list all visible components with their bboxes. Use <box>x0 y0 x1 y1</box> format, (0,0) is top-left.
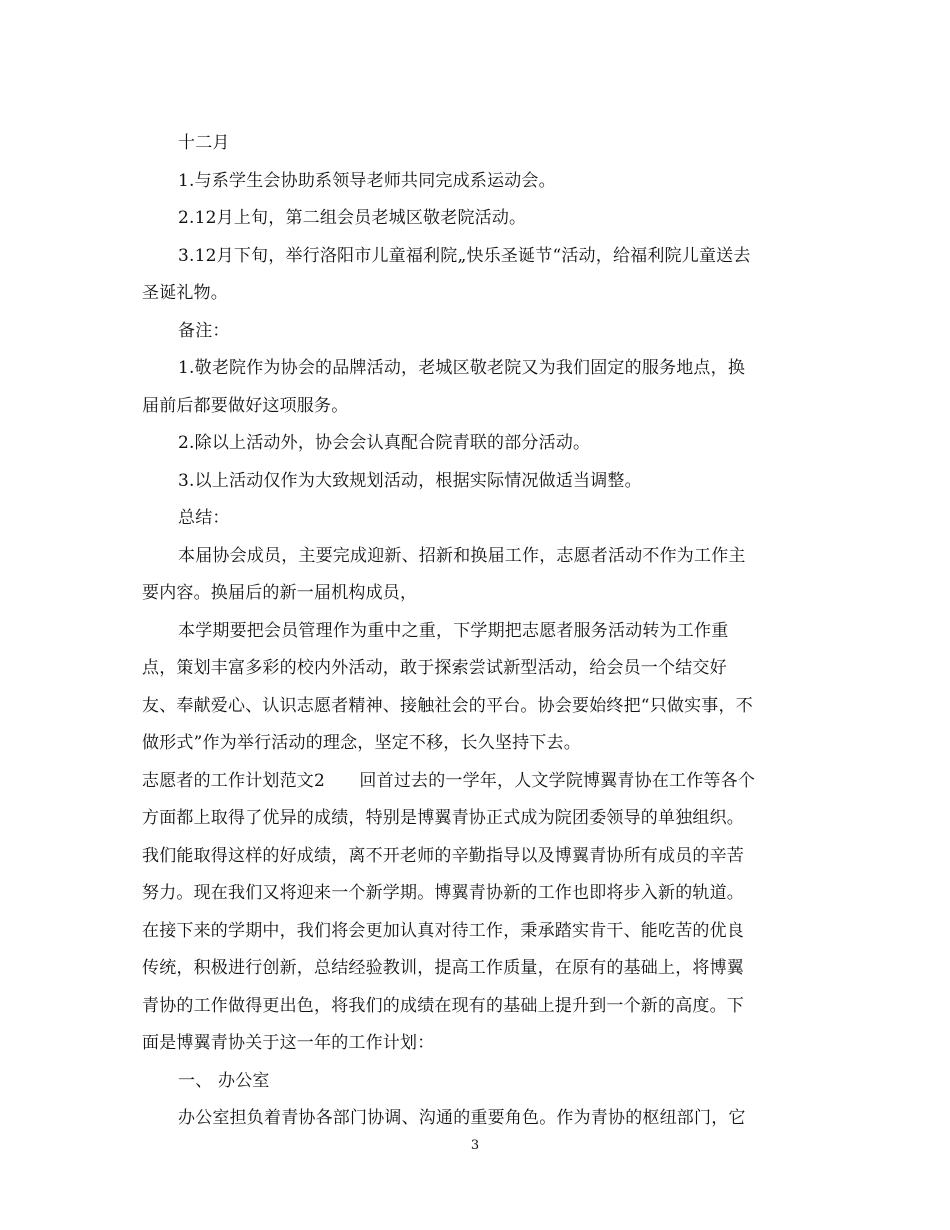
text-line: 传统，积极进行创新，总结经验教训，提高工作质量，在原有的基础上，将博翼 <box>142 958 744 978</box>
text-line: 志愿者的工作计划范文2 回首过去的一学年，人文学院博翼青协在工作等各个 <box>142 771 756 791</box>
text-line: 本届协会成员，主要完成迎新、招新和换届工作，志愿者活动不作为工作主 <box>178 546 746 566</box>
text-line: 青协的工作做得更出色，将我们的成绩在现有的基础上提升到一个新的高度。下 <box>142 996 744 1016</box>
text-line: 届前后都要做好这项服务。 <box>142 396 349 416</box>
text-line: 本学期要把会员管理作为重中之重，下学期把志愿者服务活动转为工作重 <box>178 621 729 641</box>
text-line: 1.敬老院作为协会的品牌活动，老城区敬老院又为我们固定的服务地点，换 <box>178 358 746 378</box>
text-line: 要内容。换届后的新一届机构成员， <box>142 583 418 603</box>
text-line: 办公室担负着青协各部门协调、沟通的重要角色。作为青协的枢纽部门，它 <box>178 1108 746 1128</box>
text-line: 2.除以上活动外，协会会认真配合院青联的部分活动。 <box>178 433 591 453</box>
text-line: 圣诞礼物。 <box>142 283 228 303</box>
text-line: 我们能取得这样的好成绩，离不开老师的辛勤指导以及博翼青协所有成员的辛苦 <box>142 846 744 866</box>
text-line: 备注： <box>178 321 230 341</box>
page-number: 3 <box>470 1138 480 1153</box>
text-line: 3.12月下旬，举行洛阳市儿童福利院„快乐圣诞节“活动，给福利院儿童送去 <box>178 246 751 266</box>
text-line: 总结： <box>178 508 230 528</box>
text-line: 2.12月上旬，第二组会员老城区敬老院活动。 <box>178 208 527 228</box>
text-line: 面是博翼青协关于这一年的工作计划： <box>142 1033 435 1053</box>
text-line: 努力。现在我们又将迎来一个新学期。博翼青协新的工作也即将步入新的轨道。 <box>142 883 744 903</box>
text-line: 一、 办公室 <box>178 1071 270 1091</box>
text-line: 点，策划丰富多彩的校内外活动，敢于探索尝试新型活动，给会员一个结交好 <box>142 658 727 678</box>
text-line: 方面都上取得了优异的成绩，特别是博翼青协正式成为院团委领导的单独组织。 <box>142 808 744 828</box>
text-line: 1.与系学生会协助系领导老师共同完成系运动会。 <box>178 171 556 191</box>
text-line: 在接下来的学期中，我们将会更加认真对待工作，秉承踏实肯干、能吃苦的优良 <box>142 921 744 941</box>
text-line: 十二月 <box>178 133 230 153</box>
text-line: 做形式”作为举行活动的理念，坚定不移，长久坚持下去。 <box>142 733 581 753</box>
text-line: 3.以上活动仅作为大致规划活动，根据实际情况做适当调整。 <box>178 471 642 491</box>
text-line: 友、奉献爱心、认识志愿者精神、接触社会的平台。协会要始终把“只做实事，不 <box>142 696 753 716</box>
